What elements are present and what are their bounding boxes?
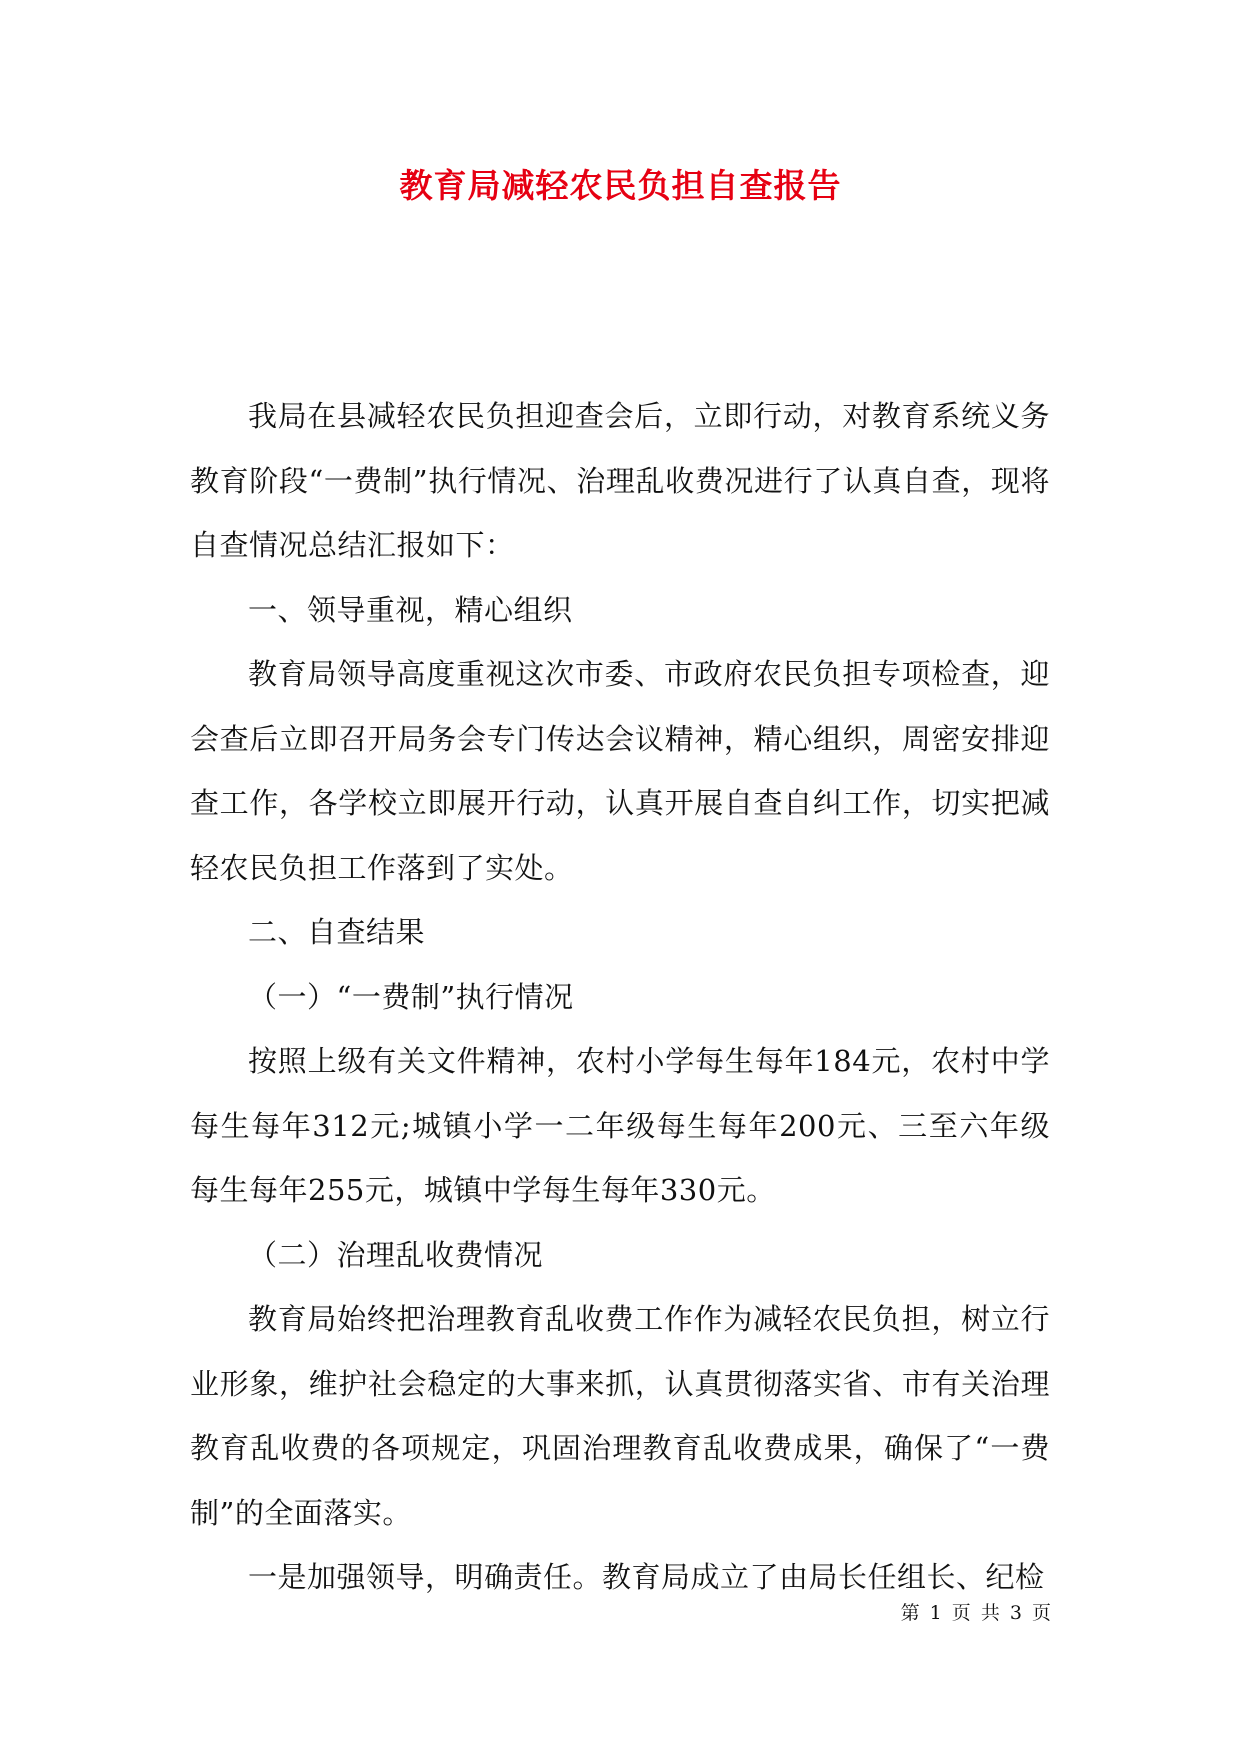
paragraph-intro: 我局在县减轻农民负担迎查会后，立即行动，对教育系统义务教育阶段“一费制”执行情况、治理乱收费况进行了认真自查，现将自查情况总结汇报如下： <box>190 399 1050 562</box>
paragraph-leadership: 教育局领导高度重视这次市委、市政府农民负担专项检查，迎会查后立即召开局务会专门传达会议精神，精心组织，周密安排迎查工作，各学校立即展开行动，认真开展自查自纠工作，切实把减轻农民负担工作落到了实处。 <box>190 657 1050 885</box>
paragraph-point-one: 一是加强领导，明确责任。教育局成立了由局长任组长、纪检 <box>248 1560 1045 1594</box>
section-heading-2: 二、自查结果 <box>248 915 426 949</box>
subsection-heading-2: （二）治理乱收费情况 <box>248 1237 544 1272</box>
paragraph-governance: 教育局始终把治理教育乱收费工作作为减轻农民负担，树立行业形象，维护社会稳定的大事来抓，认真贯彻落实省、市有关治理教育乱收费的各项规定，巩固治理教育乱收费成果，确保了“一费制”的全面落实。 <box>190 1302 1050 1530</box>
section-heading-1: 一、领导重视，精心组织 <box>248 592 573 627</box>
document-title: 教育局减轻农民负担自查报告 <box>399 166 842 205</box>
subsection-heading-1: （一）“一费制”执行情况 <box>248 979 574 1014</box>
page-number-footer: 第 1 页 共 3 页 <box>900 1602 1053 1624</box>
paragraph-fees: 按照上级有关文件精神，农村小学每生每年184元，农村中学每生每年312元;城镇小学一二年级每生每年200元、三至六年级每生每年255元，城镇中学每生每年330元。 <box>190 1044 1050 1207</box>
document-body <box>190 384 1050 1610</box>
